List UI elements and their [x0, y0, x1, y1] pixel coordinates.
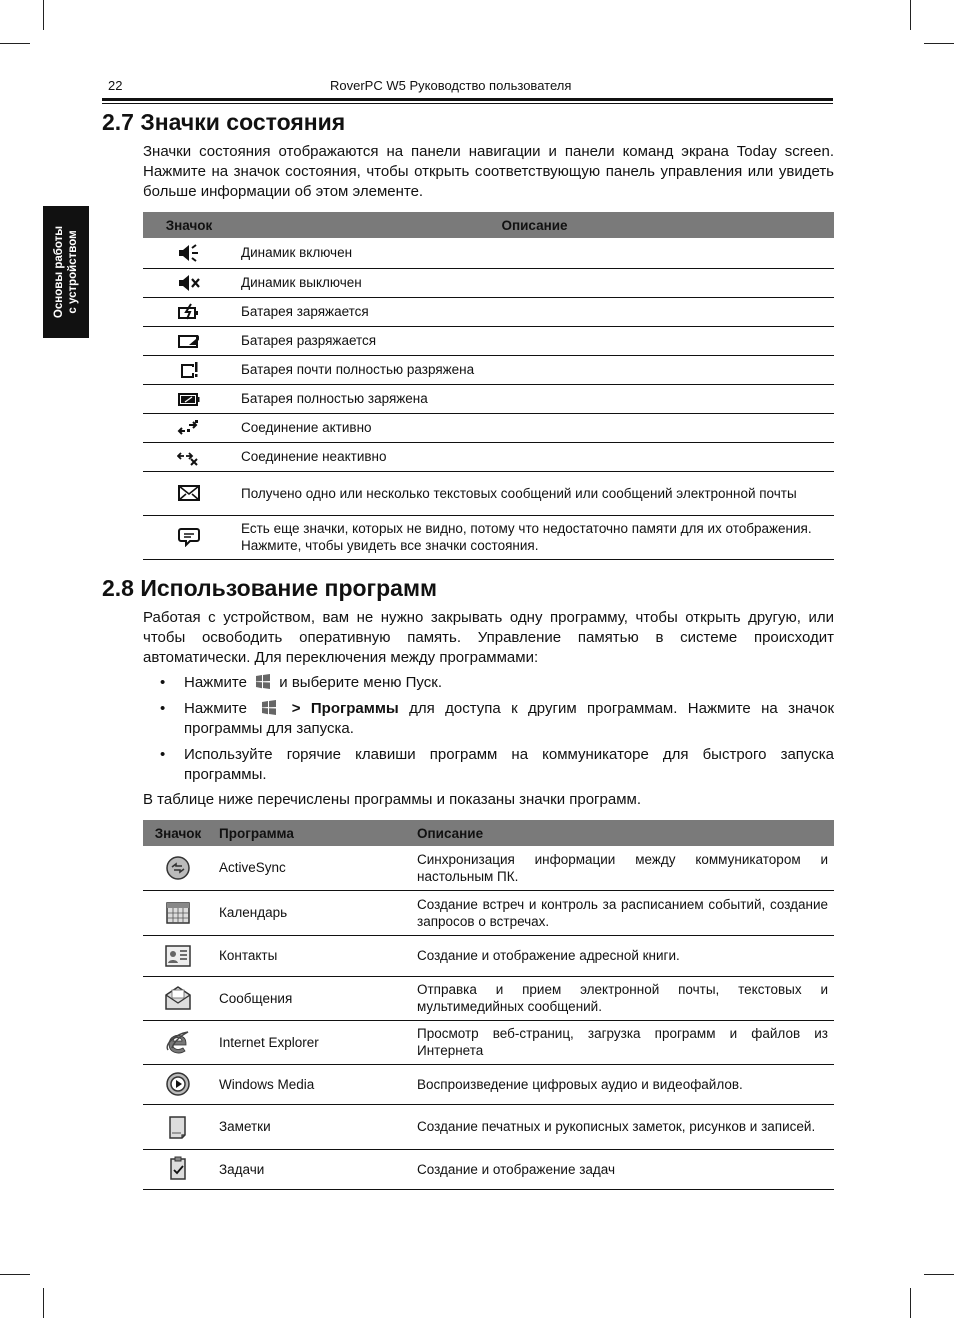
crop-mark [924, 1274, 954, 1275]
table-row [143, 326, 834, 355]
bullet-text-before: Используйте горячие клавиши программ на коммуникаторе для быстрого запуска программы. [184, 746, 834, 783]
windows-media-icon [149, 1071, 207, 1097]
side-tab-line1: Основы работы [53, 225, 65, 319]
table-row [143, 890, 834, 935]
program-name: Задачи [213, 1149, 411, 1189]
row-description: Есть еще значки, которых не видно, потому что недостаточно памяти для их отображения. Нажмите, чтобы увидеть все значки состояния. [235, 515, 834, 559]
bullet-text-after: и выберите меню Пуск. [279, 674, 442, 691]
more-icons-icon [149, 527, 229, 547]
program-description: Создание и отображение задач [411, 1149, 834, 1189]
table-row [143, 238, 834, 268]
crop-mark [910, 1288, 911, 1318]
crop-mark [924, 43, 954, 44]
battery-discharging-icon [149, 332, 229, 350]
table-row [143, 1149, 834, 1189]
connection-active-icon [149, 419, 229, 437]
table-row [143, 1020, 834, 1064]
column-header: Описание [411, 820, 834, 846]
column-header: Программа [213, 820, 411, 846]
table-row [143, 442, 834, 471]
activesync-icon [149, 855, 207, 881]
row-description: Соединение неактивно [235, 442, 834, 471]
page-number: 22 [108, 78, 123, 93]
row-description: Динамик включен [235, 238, 834, 268]
program-description: Воспроизведение цифровых аудио и видеофайлов. [411, 1064, 834, 1104]
table-row [143, 297, 834, 326]
tasks-icon [149, 1156, 207, 1182]
internet-explorer-icon [149, 1028, 207, 1056]
table-row [143, 515, 834, 559]
bullet-text-before: Нажмите [184, 700, 247, 717]
program-name: Windows Media [213, 1064, 411, 1104]
battery-critical-icon [149, 361, 229, 379]
row-description: Батарея заряжается [235, 297, 834, 326]
speaker-off-icon [149, 274, 229, 292]
program-description: Создание печатных и рукописных заметок, рисунков и записей. [411, 1104, 834, 1149]
table-header-row [143, 820, 834, 846]
row-description: Батарея полностью заряжена [235, 384, 834, 413]
crop-mark [0, 43, 30, 44]
program-name: Internet Explorer [213, 1020, 411, 1064]
section-intro: Значки состояния отображаются на панели навигации и панели команд экрана Today screen. Нажмите на значок состояния, чтобы открыть соответствующую панель управления или увидеть больше информации об этом элементе. [143, 143, 834, 200]
table-row [143, 1104, 834, 1149]
bullet-list [143, 673, 834, 791]
list-item: • Используйте горячие клавиши программ на коммуникаторе для быстрого запуска программы. [160, 746, 834, 783]
table-row [143, 1064, 834, 1104]
list-item: • Нажмите > Программы для доступа к другим программам. Нажмите на значок программы для запуска. [160, 700, 835, 737]
program-description: Создание встреч и контроль за расписанием событий, создание запросов о встречах. [411, 890, 834, 935]
program-name: Заметки [213, 1104, 411, 1149]
chapter-side-tab [43, 206, 89, 338]
table-row [143, 935, 834, 976]
table-row [143, 384, 834, 413]
program-description: Создание и отображение адресной книги. [411, 935, 834, 976]
column-header: Описание [235, 212, 834, 238]
programs-table [143, 820, 834, 1190]
table-row [143, 355, 834, 384]
row-description: Получено одно или несколько текстовых сообщений или сообщений электронной почты [235, 471, 834, 515]
bullet-text-before: Нажмите [184, 674, 247, 691]
program-name: Контакты [213, 935, 411, 976]
row-description: Динамик выключен [235, 268, 834, 297]
calendar-icon [149, 901, 207, 925]
row-description: Соединение активно [235, 413, 834, 442]
messaging-icon [149, 985, 207, 1011]
section-heading-status-icons: 2.7 Значки состояния [102, 109, 346, 135]
windows-start-icon [260, 699, 278, 715]
crop-mark [43, 1288, 44, 1318]
program-description: Просмотр веб-страниц, загрузка программ и файлов из Интернета [411, 1020, 834, 1064]
table-row [143, 976, 834, 1020]
table-row [143, 268, 834, 297]
program-name: Сообщения [213, 976, 411, 1020]
envelope-icon [149, 484, 229, 502]
program-description: Отправка и прием электронной почты, текстовых и мультимедийных сообщений. [411, 976, 834, 1020]
connection-inactive-icon [149, 448, 229, 466]
section-intro: Работая с устройством, вам не нужно закрывать одну программу, чтобы открыть другую, или чтобы освободить оперативную память. Управление памятью в системе происходит автоматически. Для переключения между программами: [143, 609, 834, 666]
crop-mark [910, 0, 911, 30]
row-description: Батарея почти полностью разряжена [235, 355, 834, 384]
table-row [143, 413, 834, 442]
battery-full-icon [149, 390, 229, 408]
header-rule-thin [102, 103, 833, 104]
header-rule [102, 98, 833, 101]
notes-icon [149, 1114, 207, 1140]
section-heading-using-programs: 2.8 Использование программ [102, 575, 437, 601]
table-intro: В таблице ниже перечислены программы и показаны значки программ. [143, 791, 641, 808]
bullet-text-after: для доступа к другим программам. Нажмите на значок программы для запуска. [184, 700, 835, 737]
column-header: Значок [143, 820, 213, 846]
running-title: RoverPC W5 Руководство пользователя [330, 78, 572, 93]
windows-start-icon [254, 673, 272, 689]
program-name: Календарь [213, 890, 411, 935]
contacts-icon [149, 944, 207, 968]
side-tab-line2: с устройством [67, 230, 79, 314]
list-item: • Нажмите и выберите меню Пуск. [160, 674, 442, 691]
speaker-on-icon [149, 244, 229, 262]
program-name: ActiveSync [213, 846, 411, 890]
column-header: Значок [143, 212, 235, 238]
status-icons-table [143, 212, 834, 560]
program-description: Синхронизация информации между коммуникатором и настольным ПК. [411, 846, 834, 890]
table-row [143, 846, 834, 890]
bullet-text-bold: > Программы [291, 700, 399, 717]
row-description: Батарея разряжается [235, 326, 834, 355]
table-header-row [143, 212, 834, 238]
battery-charging-icon [149, 303, 229, 321]
crop-mark [43, 0, 44, 30]
crop-mark [0, 1274, 30, 1275]
table-row [143, 471, 834, 515]
